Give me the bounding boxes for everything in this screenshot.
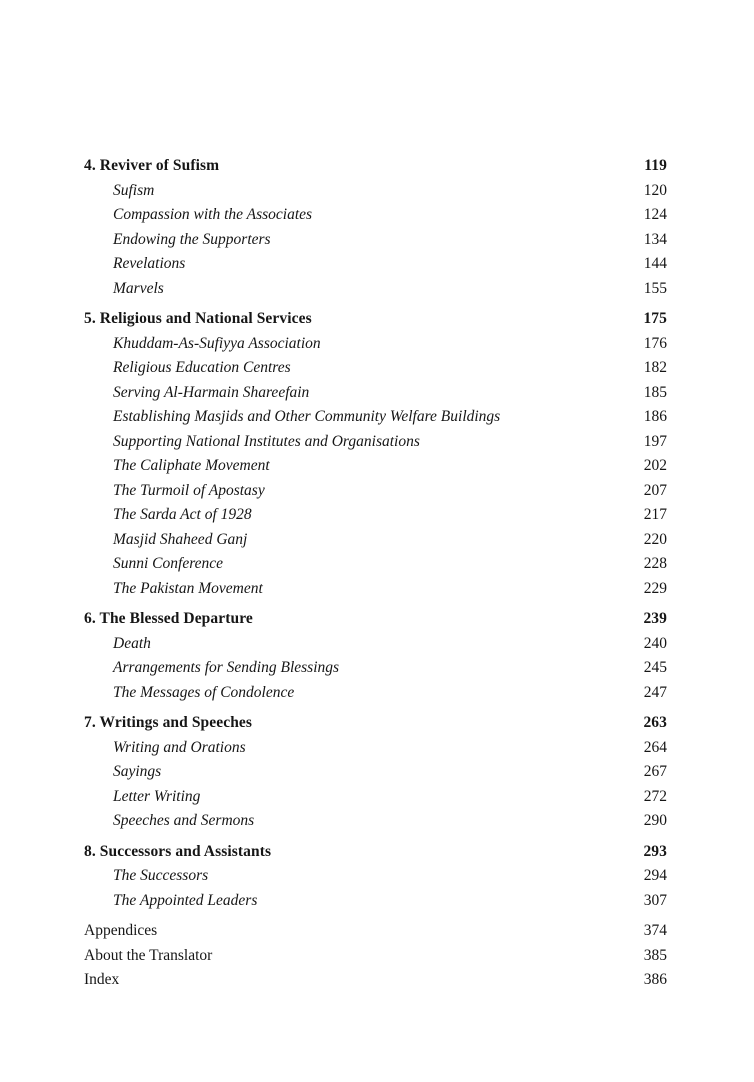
toc-sub-entry xyxy=(84,864,667,889)
toc-entry-title: Writing and Orations xyxy=(113,738,246,756)
toc-sub-entry xyxy=(84,681,667,706)
toc-sub-entry xyxy=(84,503,667,528)
toc-entry-page-number: 229 xyxy=(643,579,667,597)
toc-entry-title: 8. Successors and Assistants xyxy=(84,842,272,860)
toc-entry-title: Appendices xyxy=(84,922,158,939)
toc-entry-page-number: 239 xyxy=(643,610,667,627)
toc-entry-page-number: 186 xyxy=(643,408,667,425)
toc-entry-title: Endowing the Supporters xyxy=(113,230,271,248)
toc-sub-entry xyxy=(84,454,667,479)
toc-entry-page-number: 228 xyxy=(643,555,667,572)
toc-back-matter xyxy=(84,919,667,993)
toc-entry-title: About the Translator xyxy=(84,946,213,964)
toc-entry-title: Compassion with the Associates xyxy=(113,206,313,223)
toc-entry-title: The Messages of Condolence xyxy=(113,683,295,701)
toc-entry-page-number: 385 xyxy=(643,946,667,964)
toc-entry-title: The Successors xyxy=(113,867,209,884)
toc-entry-title: Speeches and Sermons xyxy=(113,812,255,829)
toc-entry-page-number: 207 xyxy=(643,481,667,499)
toc-entry-page-number: 220 xyxy=(643,530,667,548)
toc-entry-title: The Caliphate Movement xyxy=(113,457,270,474)
toc-entry-title: Index xyxy=(84,971,120,988)
toc-section xyxy=(84,840,667,914)
toc-entry-title: 4. Reviver of Sufism xyxy=(84,157,220,174)
toc-sub-entry xyxy=(84,785,667,810)
toc-sub-entry xyxy=(84,809,667,834)
toc-sub-entry xyxy=(84,760,667,785)
toc-sub-entry xyxy=(84,577,667,602)
toc-entry-title: Letter Writing xyxy=(113,787,201,805)
toc-entry-title: The Pakistan Movement xyxy=(113,579,263,597)
toc-sub-entry xyxy=(84,203,667,228)
toc-entry-title: Sayings xyxy=(113,763,162,780)
toc-section xyxy=(84,711,667,834)
toc-entry-title: Sunni Conference xyxy=(113,555,224,572)
toc-sub-entry xyxy=(84,552,667,577)
toc-entry-title: 6. The Blessed Departure xyxy=(84,610,253,627)
toc-entry-page-number: 182 xyxy=(643,359,667,376)
toc-entry-page-number: 134 xyxy=(643,230,667,248)
toc-chapter-heading xyxy=(84,840,667,865)
toc-entry-title: The Turmoil of Apostasy xyxy=(113,481,265,499)
toc-sub-entry xyxy=(84,332,667,357)
toc-sub-entry xyxy=(84,889,667,914)
table-of-contents xyxy=(84,154,667,993)
toc-entry-page-number: 290 xyxy=(643,812,667,829)
toc-entry-title: Khuddam-As-Sufiyya Association xyxy=(113,334,321,352)
toc-sub-entry xyxy=(84,736,667,761)
toc-entry-page-number: 175 xyxy=(643,310,667,327)
toc-entry-title: Supporting National Institutes and Organisations xyxy=(113,432,420,450)
toc-entry-page-number: 144 xyxy=(643,255,667,272)
toc-entry-title: 7. Writings and Speeches xyxy=(84,714,253,731)
toc-chapter-heading xyxy=(84,307,667,332)
toc-entry-title: Sufism xyxy=(113,181,155,199)
toc-chapter-heading xyxy=(84,607,667,632)
toc-sub-entry xyxy=(84,252,667,277)
toc-sub-entry xyxy=(84,356,667,381)
toc-sub-entry xyxy=(84,179,667,204)
toc-entry-title: Marvels xyxy=(113,279,164,297)
toc-sub-entry xyxy=(84,632,667,657)
toc-entry-page-number: 267 xyxy=(643,763,667,780)
toc-entry-title: Masjid Shaheed Ganj xyxy=(113,530,248,548)
toc-section xyxy=(84,607,667,705)
toc-entry-page-number: 197 xyxy=(643,432,667,450)
toc-sub-entry xyxy=(84,228,667,253)
toc-section xyxy=(84,154,667,301)
toc-sub-entry xyxy=(84,528,667,553)
toc-chapter-heading xyxy=(84,154,667,179)
toc-entry-title: Arrangements for Sending Blessings xyxy=(113,659,340,676)
toc-entry-page-number: 185 xyxy=(643,383,667,401)
toc-entry-page-number: 202 xyxy=(643,457,667,474)
toc-sub-entry xyxy=(84,277,667,302)
toc-sub-entry xyxy=(84,479,667,504)
toc-entry-title: Religious Education Centres xyxy=(113,359,291,376)
toc-entry-page-number: 247 xyxy=(643,683,667,701)
toc-entry-page-number: 374 xyxy=(643,922,667,939)
toc-entry-page-number: 294 xyxy=(643,867,667,884)
toc-entry-page-number: 272 xyxy=(643,787,667,805)
toc-sub-entry xyxy=(84,381,667,406)
toc-entry-title: Revelations xyxy=(113,255,186,272)
toc-entry-title: Establishing Masjids and Other Community Welfare Buildings xyxy=(113,408,501,425)
toc-entry-page-number: 386 xyxy=(643,971,667,988)
toc-entry-page-number: 245 xyxy=(643,659,667,676)
toc-back-matter-entry xyxy=(84,944,667,969)
toc-entry-page-number: 263 xyxy=(643,714,667,731)
toc-entry-title: The Appointed Leaders xyxy=(113,891,258,909)
toc-entry-page-number: 119 xyxy=(644,157,667,174)
toc-sub-entry xyxy=(84,405,667,430)
toc-entry-page-number: 264 xyxy=(643,738,667,756)
toc-sub-entry xyxy=(84,656,667,681)
toc-entry-title: Death xyxy=(113,634,151,652)
toc-entry-page-number: 155 xyxy=(643,279,667,297)
toc-entry-page-number: 124 xyxy=(643,206,667,223)
toc-back-matter-entry xyxy=(84,919,667,944)
toc-entry-title: The Sarda Act of 1928 xyxy=(113,506,252,523)
toc-entry-title: Serving Al-Harmain Shareefain xyxy=(113,383,310,401)
toc-entry-page-number: 293 xyxy=(643,842,667,860)
toc-entry-title: 5. Religious and National Services xyxy=(84,310,312,327)
toc-back-matter-entry xyxy=(84,968,667,993)
toc-entry-page-number: 217 xyxy=(643,506,667,523)
toc-section xyxy=(84,307,667,601)
toc-entry-page-number: 240 xyxy=(643,634,667,652)
toc-sub-entry xyxy=(84,430,667,455)
toc-entry-page-number: 176 xyxy=(643,334,667,352)
toc-entry-page-number: 307 xyxy=(643,891,667,909)
toc-entry-page-number: 120 xyxy=(643,181,667,199)
toc-chapter-heading xyxy=(84,711,667,736)
